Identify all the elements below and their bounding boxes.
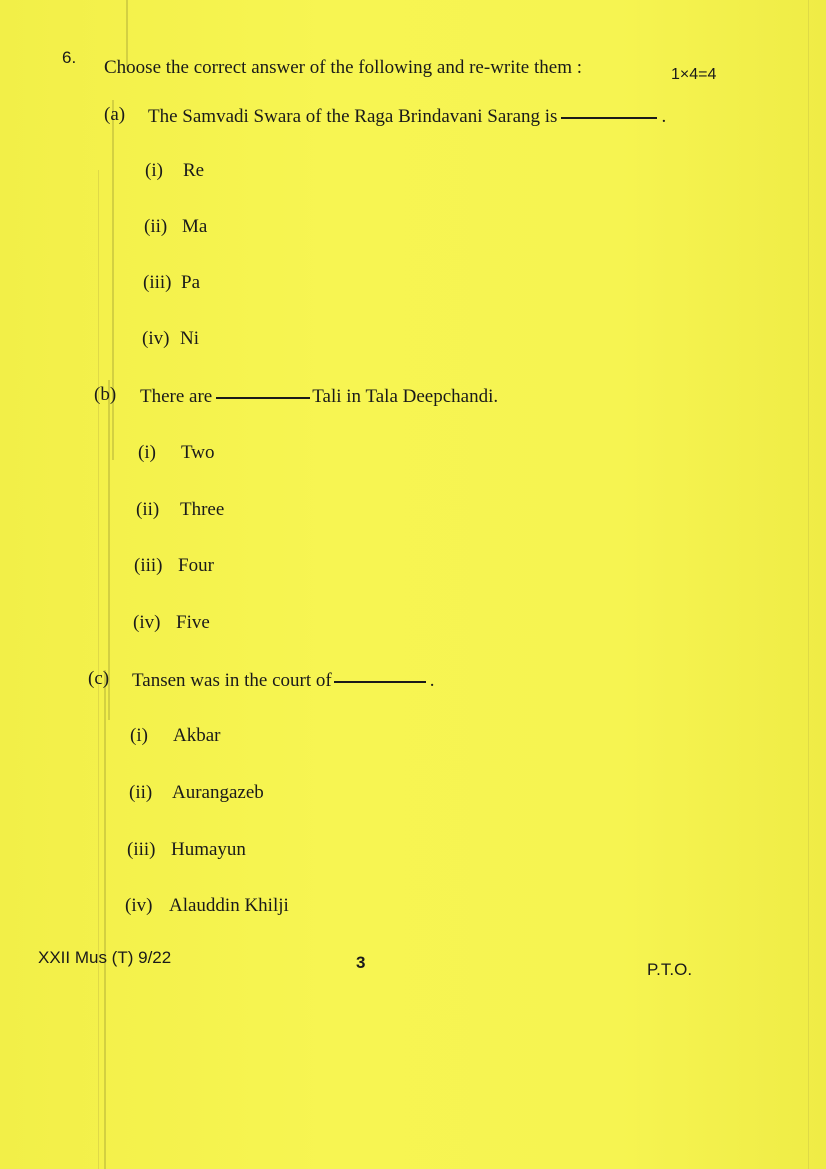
- option-b-3: [134, 555, 214, 577]
- option-number: (iv): [133, 612, 161, 633]
- option-c-2: [129, 782, 264, 804]
- option-a-2: [144, 216, 207, 238]
- item-question-b: [140, 386, 498, 408]
- option-c-1: [130, 725, 220, 747]
- page-number: 3: [356, 953, 366, 972]
- item-text-after: Tali in Tala Deepchandi.: [312, 386, 499, 407]
- option-c-3: [127, 839, 246, 861]
- pto-label: P.T.O.: [647, 960, 693, 979]
- item-text-after: .: [429, 670, 435, 691]
- option-a-3: [143, 272, 200, 294]
- answer-blank: [216, 396, 310, 399]
- option-text: Ma: [182, 216, 208, 237]
- option-text: Alauddin Khilji: [169, 895, 289, 916]
- option-text: Three: [180, 499, 225, 520]
- option-text: Humayun: [171, 839, 246, 860]
- margin-line: [104, 670, 106, 1169]
- option-number: (iii): [143, 272, 172, 293]
- item-label-a: (a): [104, 104, 126, 125]
- option-text: Four: [178, 555, 214, 576]
- item-question-a: [148, 106, 666, 128]
- option-number: (iv): [125, 895, 153, 916]
- item-text-after: .: [661, 106, 667, 127]
- option-text: Pa: [181, 272, 200, 293]
- item-text-before: There are: [140, 386, 213, 407]
- option-text: Aurangazeb: [172, 782, 264, 803]
- option-number: (i): [145, 160, 163, 181]
- option-b-4: [133, 612, 210, 634]
- option-number: (iv): [142, 328, 170, 349]
- item-label-b: (b): [94, 384, 117, 405]
- option-number: (iii): [127, 839, 156, 860]
- option-number: (i): [138, 442, 156, 463]
- option-a-1: [145, 160, 204, 182]
- option-number: (ii): [136, 499, 160, 520]
- paper-code: XXII Mus (T) 9/22: [38, 948, 172, 967]
- item-label-c: (c): [88, 668, 110, 689]
- option-b-2: [136, 499, 224, 521]
- option-b-1: [138, 442, 215, 464]
- question-number: 6.: [62, 48, 77, 67]
- option-text: Re: [183, 160, 205, 181]
- option-text: Five: [176, 612, 210, 633]
- option-number: (ii): [144, 216, 168, 237]
- answer-blank: [334, 680, 426, 683]
- answer-blank: [561, 116, 657, 119]
- option-text: Ni: [180, 328, 199, 349]
- option-number: (iii): [134, 555, 163, 576]
- option-number: (i): [130, 725, 148, 746]
- page-fold-line: [808, 0, 809, 1169]
- option-text: Akbar: [173, 725, 221, 746]
- question-instruction: Choose the correct answer of the following and re-write them :: [104, 57, 583, 78]
- item-text-before: The Samvadi Swara of the Raga Brindavani Sarang is: [148, 106, 558, 127]
- item-question-c: [132, 670, 434, 692]
- option-text: Two: [181, 442, 215, 463]
- item-text-before: Tansen was in the court of: [132, 670, 332, 691]
- margin-line: [112, 100, 114, 460]
- option-c-4: [125, 895, 289, 917]
- option-number: (ii): [129, 782, 153, 803]
- option-a-4: [142, 328, 199, 350]
- marks-label: 1×4=4: [671, 66, 717, 83]
